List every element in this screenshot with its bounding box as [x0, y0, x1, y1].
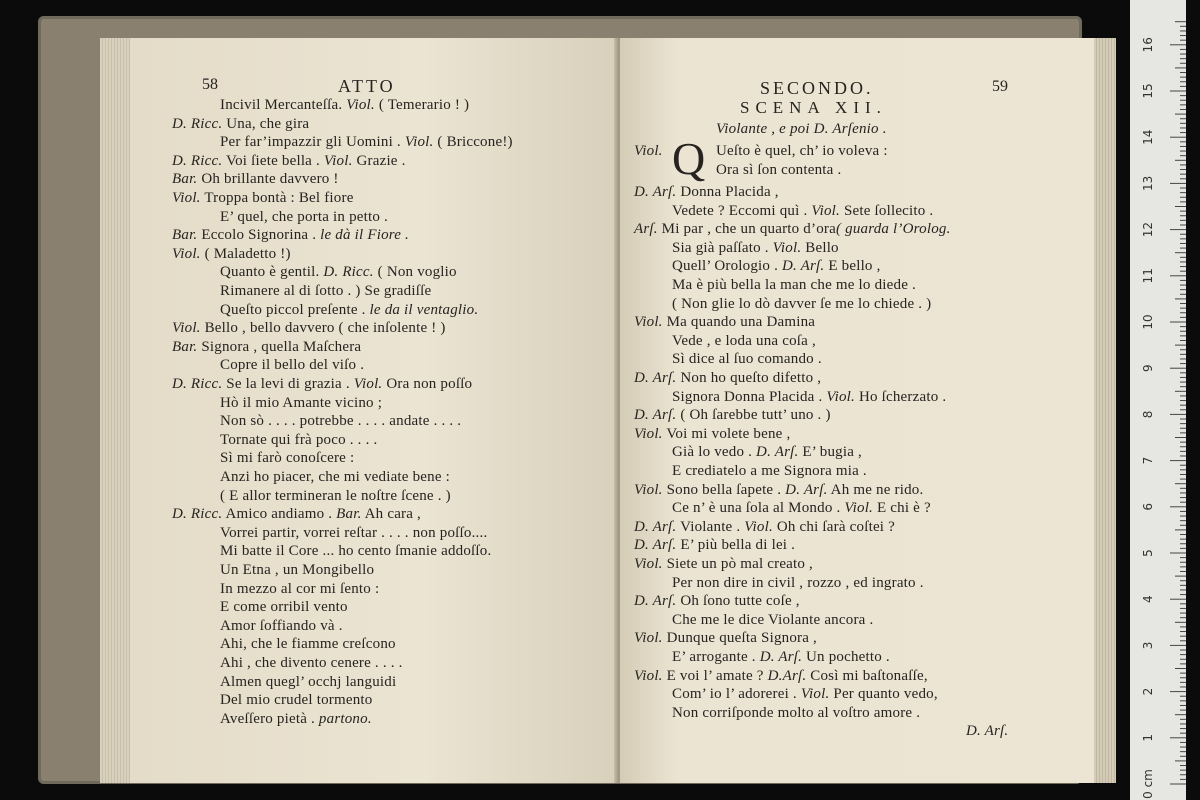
line-text: E’ più bella di lei .	[676, 537, 796, 554]
ruler-label: 3	[1141, 641, 1155, 650]
text-line	[672, 462, 867, 480]
text-line	[672, 443, 862, 461]
speaker-name: Viol.	[323, 152, 353, 169]
stage-direction: ( guarda l’Orolog.	[835, 221, 951, 238]
line-text: Hò il mio Amante vicino ;	[220, 394, 383, 411]
line-text: Violante .	[676, 518, 745, 535]
speaker-name: D. Arſ.	[756, 444, 799, 461]
speaker-name: Viol.	[744, 518, 773, 535]
ruler-label: 8	[1141, 410, 1155, 419]
text-line	[672, 574, 924, 592]
speaker-name: D. Ricc.	[323, 264, 374, 281]
ruler-label: 6	[1141, 502, 1155, 511]
line-text: Oh ſono tutte coſe ,	[676, 593, 800, 610]
drop-cap-line-2: Ora sì ſon contenta .	[716, 162, 842, 178]
line-text: Oh chi ſarà coſtei ?	[772, 518, 895, 535]
speaker-name: Viol.	[172, 320, 201, 337]
speaker-name: Viol.	[826, 388, 855, 405]
ruler-label: 4	[1141, 595, 1155, 604]
speaker-name: Viol.	[172, 190, 201, 206]
speaker-name: Viol.	[844, 500, 874, 517]
text-line	[220, 412, 461, 430]
text-line	[220, 487, 451, 505]
text-line	[220, 282, 431, 300]
line-text: ( Briccone!)	[433, 134, 513, 151]
line-text: Grazie .	[352, 152, 406, 169]
line-text: Vede , e loda una coſa ,	[672, 332, 816, 349]
speaker-name: D. Arſ.	[634, 407, 677, 424]
line-text: E voi l’ amate ?	[662, 667, 768, 684]
text-line	[172, 152, 406, 170]
ruler-label: 5	[1141, 549, 1155, 557]
line-text: Per non dire in civil , rozzo , ed ingrato .	[672, 574, 924, 591]
line-text: Ah cara ,	[361, 506, 422, 523]
book	[38, 16, 1082, 784]
line-text: In mezzo al cor mi ſento :	[220, 580, 380, 597]
text-line	[672, 257, 881, 275]
line-text: ( Non glie lo dò davver ſe me lo chiede . )	[672, 295, 932, 312]
line-text: Se la levi di grazia .	[222, 376, 354, 392]
line-text: Non sò . . . . potrebbe . . . . andate . . . .	[220, 413, 462, 430]
ruler-label: 7	[1141, 456, 1155, 465]
text-line	[634, 425, 790, 443]
right-running-header: SECONDO.	[760, 78, 874, 98]
line-text: Amor ſoffiando và .	[220, 617, 343, 634]
speaker-name: D. Arſ.	[634, 593, 677, 610]
line-text: Quanto è gentil.	[220, 264, 324, 281]
line-text: Anzi ho piacer, che mi vediate bene :	[220, 469, 451, 485]
text-line	[220, 598, 348, 616]
stage-direction: le da il ventaglio.	[369, 301, 479, 318]
ruler-label: 12	[1141, 221, 1155, 238]
speaker-name: Viol.	[634, 556, 663, 572]
line-text: Com’ io l’ adorerei .	[672, 686, 801, 703]
line-text: Che me le dice Violante ancora .	[672, 611, 874, 628]
text-line	[220, 96, 469, 114]
speaker-name: Bar.	[172, 338, 198, 355]
speaker-name: Viol.	[346, 97, 375, 113]
line-text: ( Temerario ! )	[374, 97, 470, 113]
line-text: Siete un pò mal creato ,	[662, 556, 814, 572]
line-text: Non ho queſto difetto ,	[676, 370, 822, 386]
text-line	[220, 431, 377, 449]
text-line	[634, 518, 895, 536]
speaker-name: Bar.	[172, 227, 198, 244]
speaker-name: Viol.	[772, 239, 802, 256]
line-text: Incivil Mercanteſſa.	[220, 97, 347, 113]
text-line	[672, 648, 890, 666]
line-text: Aveſſero pietà .	[220, 710, 319, 727]
speaker-name: D. Ricc.	[172, 376, 223, 392]
left-running-header: ATTO	[338, 76, 396, 96]
text-line	[172, 245, 291, 263]
line-text: Bello , bello davvero ( che inſolente ! )	[200, 320, 446, 337]
line-text: Ora non poſſo	[382, 376, 473, 392]
line-text: Queſto piccol preſente .	[220, 301, 370, 318]
text-line	[220, 449, 354, 467]
speaker-name: Bar.	[336, 506, 362, 523]
text-line	[634, 536, 795, 554]
speaker-name: D. Ricc.	[172, 115, 223, 132]
line-text: E chi è ?	[873, 500, 931, 517]
text-line	[672, 388, 946, 406]
text-line	[672, 704, 920, 722]
speaker-name: Viol.	[172, 245, 201, 262]
left-page	[130, 38, 619, 783]
line-text: E bello ,	[824, 258, 881, 275]
text-line	[172, 505, 421, 523]
line-text: Ah me ne rido.	[827, 481, 924, 498]
line-text: Amico andiamo .	[222, 506, 337, 523]
line-text: Ho ſcherzato .	[855, 388, 947, 405]
text-line	[634, 592, 800, 610]
speaker-name: D. Arſ.	[634, 184, 677, 200]
speaker-name: D. Ricc.	[172, 152, 223, 169]
line-text: Per far’impazzir gli Uomini .	[220, 134, 405, 151]
text-line	[172, 170, 339, 188]
catchword: D. Arſ.	[966, 723, 1009, 739]
text-line	[172, 226, 409, 244]
speaker-name: Viol.	[634, 481, 663, 498]
line-text: Vorrei partir, vorrei reſtar . . . . non poſſo....	[220, 524, 488, 541]
scene-subtitle: Violante , e poi D. Arſenio .	[716, 121, 887, 137]
speaker-name: D. Arſ.	[781, 258, 825, 275]
line-text: E’ quel, che porta in petto .	[220, 208, 388, 225]
line-text: ( Maladetto !)	[200, 245, 291, 262]
text-line	[634, 406, 831, 424]
line-text: Mi par , che un quarto d’ora	[657, 221, 836, 238]
line-text: Vedete ? Eccomi quì .	[672, 202, 812, 219]
text-line	[672, 276, 916, 294]
text-line	[220, 561, 374, 579]
line-text: Copre il bello del viſo .	[220, 357, 365, 374]
speaker-name: Bar.	[172, 171, 198, 188]
line-text: E crediatelo a me Signora mia .	[672, 463, 867, 479]
line-text: E come orribil vento	[220, 599, 348, 616]
line-text: Bello	[801, 239, 839, 256]
speaker-name: Viol.	[404, 134, 434, 151]
ruler-label: 0 cm	[1141, 769, 1155, 799]
right-page-edges	[1094, 38, 1116, 783]
line-text: Rimanere al di ſotto . ) Se gradiſſe	[220, 283, 432, 299]
text-line	[634, 481, 923, 499]
text-line	[220, 673, 396, 691]
text-line	[634, 220, 951, 238]
text-line	[220, 635, 396, 653]
text-line	[220, 301, 478, 319]
text-line	[672, 685, 938, 703]
line-text: ( Non voglio	[373, 264, 457, 281]
line-text: Almen quegl’ occhj languidi	[220, 673, 397, 690]
line-text: Eccolo Signorina .	[197, 227, 321, 244]
text-line	[672, 202, 933, 220]
speaker-name: Viol.	[634, 630, 663, 647]
speaker-name: D. Arſ.	[634, 537, 677, 554]
line-text: Già lo vedo .	[672, 444, 757, 461]
line-text: Oh brillante davvero !	[197, 171, 339, 188]
line-text: Un pochetto .	[802, 649, 890, 665]
text-line	[172, 319, 446, 337]
scene-title: SCENA XII.	[740, 98, 887, 117]
line-text: Ahi , che divento cenere . . . .	[220, 655, 403, 671]
speaker-name: D. Arſ.	[634, 370, 677, 386]
text-line	[172, 338, 361, 356]
line-text: E’ arrogante .	[672, 649, 760, 665]
line-text: Un Etna , un Mongibello	[220, 562, 375, 578]
line-text: Sì dice al ſuo comando .	[672, 351, 822, 368]
ruler-label: 16	[1141, 37, 1155, 53]
line-text: E’ bugia ,	[798, 444, 863, 461]
ruler-label: 13	[1141, 175, 1155, 192]
line-text: Dunque queſta Signora ,	[662, 630, 817, 647]
text-line	[672, 295, 931, 313]
text-line	[672, 332, 816, 350]
right-page	[620, 38, 1094, 783]
left-page-number: 58	[202, 76, 218, 93]
text-line	[172, 375, 472, 393]
ruler-label: 1	[1141, 733, 1155, 742]
text-line	[672, 239, 839, 257]
speaker-name: D. Arſ.	[634, 518, 677, 535]
ruler-label: 2	[1141, 687, 1155, 696]
line-text: Sì mi farò conoſcere :	[220, 450, 355, 467]
text-line	[672, 350, 822, 368]
line-text: Troppa bontà : Bel fiore	[200, 190, 354, 206]
line-text: Quell’ Orologio .	[672, 258, 782, 275]
text-line	[172, 189, 354, 207]
text-line	[172, 115, 309, 133]
speaker-name: Viol.	[634, 425, 663, 442]
line-text: Una, che gira	[222, 115, 310, 132]
text-line	[634, 183, 779, 201]
text-line	[220, 710, 372, 728]
line-text: Signora , quella Maſchera	[197, 338, 362, 355]
ruler-scale	[1130, 0, 1186, 800]
text-line	[672, 499, 931, 517]
ruler-label: 9	[1141, 364, 1155, 373]
line-text: Sono bella ſapete .	[662, 481, 786, 498]
speaker-name: Arſ.	[634, 221, 658, 238]
stage-direction: le dà il Fiore .	[320, 227, 410, 244]
speaker-name: D. Ricc.	[172, 506, 223, 523]
line-text: ( E allor termineran le noſtre ſcene . )	[220, 487, 451, 504]
text-line	[634, 555, 813, 573]
ruler-label: 10	[1141, 314, 1155, 330]
text-line	[220, 542, 491, 560]
drop-cap-letter: Q	[672, 133, 706, 184]
text-line	[634, 667, 928, 685]
line-text: Così mi baſtonaſſe,	[806, 667, 928, 684]
text-line	[634, 313, 815, 331]
right-page-number: 59	[992, 78, 1008, 95]
line-text: Tornate qui frà poco . . . .	[220, 431, 378, 448]
line-text: Del mio crudel tormento	[220, 692, 373, 709]
measuring-ruler	[1130, 0, 1186, 800]
line-text: Voi ſiete bella .	[222, 152, 324, 169]
line-text: Per quanto vedo,	[829, 686, 938, 703]
text-line	[220, 356, 364, 374]
speaker-name: Viol.	[634, 667, 663, 684]
speaker-name: Viol.	[634, 314, 663, 331]
text-line	[220, 580, 379, 598]
text-line	[220, 524, 487, 542]
text-line	[220, 263, 457, 281]
line-text: Non corriſponde molto al voſtro amore .	[672, 704, 921, 721]
line-text: Voi mi volete bene ,	[662, 425, 791, 442]
line-text: Mi batte il Core ... ho cento ſmanie addoſſo.	[220, 543, 492, 560]
ruler-label: 11	[1141, 268, 1155, 284]
stage-direction: partono.	[318, 710, 372, 727]
text-line	[220, 133, 513, 151]
left-page-edges	[100, 38, 130, 783]
speaker-name: D. Arſ.	[785, 481, 828, 498]
line-text: Signora Donna Placida .	[672, 388, 827, 405]
text-line	[220, 617, 343, 635]
line-text: Ma quando una Damina	[662, 314, 816, 331]
line-text: Sete ſollecito .	[840, 202, 934, 219]
line-text: Ma è più bella la man che me lo diede .	[672, 277, 916, 293]
text-line	[672, 611, 873, 629]
speaker-name: Viol.	[800, 686, 830, 703]
ruler-label: 15	[1141, 83, 1155, 99]
speaker-name: D.Arſ.	[767, 667, 807, 684]
line-text: Donna Placida ,	[676, 184, 779, 200]
line-text: Ahi, che le fiamme creſcono	[220, 636, 396, 653]
speaker-name: Viol.	[811, 202, 840, 219]
drop-cap-speaker: Viol.	[634, 143, 663, 159]
text-line	[220, 691, 372, 709]
text-line	[220, 468, 450, 486]
speaker-name: Viol.	[353, 376, 383, 392]
text-line	[220, 394, 382, 412]
line-text: Ce n’ è una ſola al Mondo .	[672, 500, 845, 517]
text-line	[220, 208, 388, 226]
drop-cap-line-1: Ueſto è quel, ch’ io voleva :	[716, 143, 888, 159]
text-line	[634, 629, 817, 647]
speaker-name: D. Arſ.	[759, 649, 803, 665]
line-text: ( Oh ſarebbe tutt’ uno . )	[676, 407, 831, 424]
text-line	[634, 369, 821, 387]
text-line	[220, 654, 403, 672]
line-text: Sia già paſſato .	[672, 239, 773, 256]
ruler-label: 14	[1141, 129, 1155, 145]
